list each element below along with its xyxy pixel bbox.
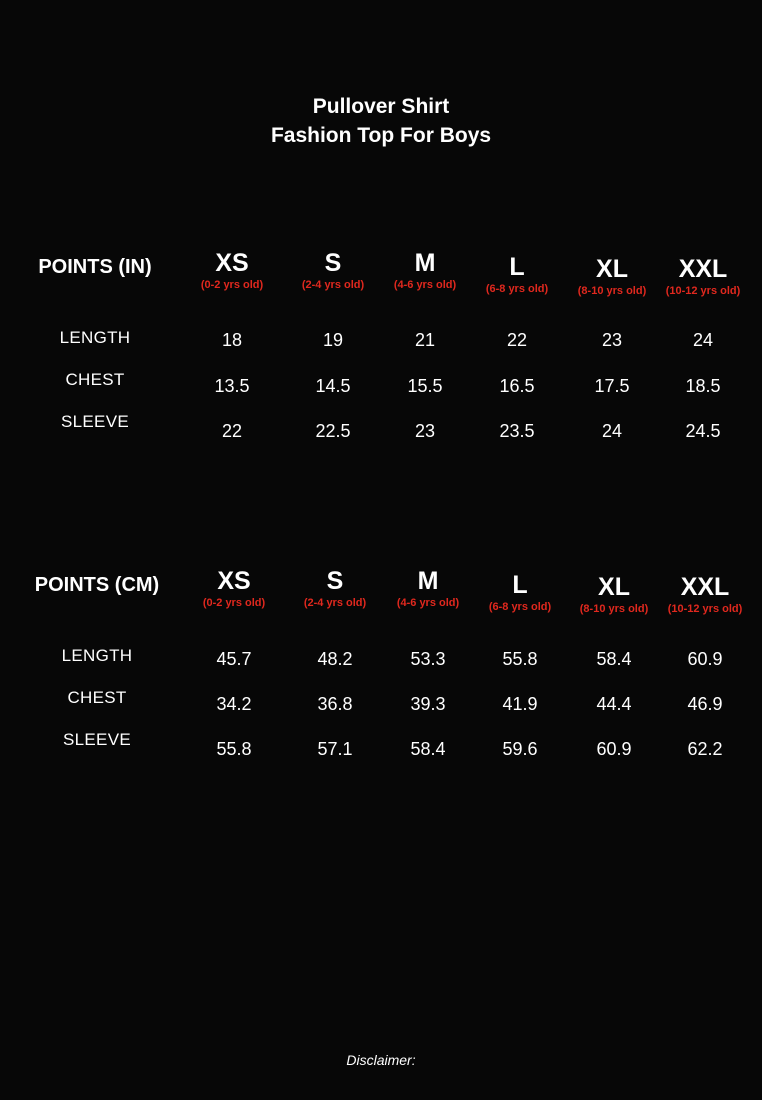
size-name: L (512, 571, 528, 599)
size-age-range: (0-2 yrs old) (200, 279, 264, 291)
measurement-cell: 36.8 (317, 694, 353, 714)
size-name: XXL (680, 573, 730, 601)
size-header-xs (201, 248, 263, 292)
size-age-range: (4-6 yrs old) (396, 597, 460, 609)
measurement-cell: 34.2 (216, 694, 252, 714)
measurement-cell: 14.5 (315, 376, 351, 396)
measurement-cell: 18 (221, 330, 243, 350)
size-age-range: (4-6 yrs old) (393, 279, 457, 291)
size-age-range: (0-2 yrs old) (202, 597, 266, 609)
size-name: M (414, 249, 436, 277)
size-name: XL (596, 255, 628, 283)
row-label-sleeve: SLEEVE (61, 412, 129, 431)
measurement-cell: 53.3 (410, 649, 446, 669)
measurement-cell: 22 (506, 330, 528, 350)
size-header-xl (580, 572, 648, 616)
size-age-range: (2-4 yrs old) (301, 279, 365, 291)
title-line-1: Pullover Shirt (312, 95, 450, 118)
measurement-cell: 45.7 (216, 649, 252, 669)
size-header-s (304, 566, 366, 610)
measurement-cell: 23 (414, 421, 436, 441)
size-header-xs (203, 566, 265, 610)
measurement-cell: 13.5 (214, 376, 250, 396)
measurement-cell: 22.5 (315, 421, 351, 441)
size-age-range: (8-10 yrs old) (577, 285, 647, 297)
size-age-range: (6-8 yrs old) (488, 601, 552, 613)
measurement-cell: 21 (414, 330, 436, 350)
measurement-cell: 15.5 (407, 376, 443, 396)
measurement-cell: 18.5 (685, 376, 721, 396)
measurement-cell: 55.8 (502, 649, 538, 669)
measurement-cell: 48.2 (317, 649, 353, 669)
measurement-cell: 62.2 (687, 739, 723, 759)
size-name: L (509, 253, 525, 281)
size-age-range: (6-8 yrs old) (485, 283, 549, 295)
size-header-l (486, 252, 548, 296)
measurement-cell: 60.9 (687, 649, 723, 669)
measurement-cell: 44.4 (596, 694, 632, 714)
title-line-2: Fashion Top For Boys (270, 124, 492, 147)
measurement-cell: 22 (221, 421, 243, 441)
measurement-cell: 19 (322, 330, 344, 350)
size-table-centimeters (0, 566, 762, 766)
size-header-m (394, 248, 456, 292)
measurement-cell: 57.1 (317, 739, 353, 759)
measurement-cell: 58.4 (596, 649, 632, 669)
measurement-cell: 16.5 (499, 376, 535, 396)
page-title (0, 92, 762, 150)
size-header-s (302, 248, 364, 292)
size-header-xxl (666, 254, 741, 298)
measurement-cell: 46.9 (687, 694, 723, 714)
points-label: POINTS (CM) (34, 574, 160, 596)
measurement-cell: 24 (601, 421, 623, 441)
points-label: POINTS (IN) (38, 256, 152, 278)
size-name: XS (215, 249, 249, 277)
size-header-m (397, 566, 459, 610)
measurement-cell: 60.9 (596, 739, 632, 759)
measurement-cell: 17.5 (594, 376, 630, 396)
size-header-l (489, 570, 551, 614)
row-label-sleeve: SLEEVE (63, 730, 131, 749)
measurement-cell: 41.9 (502, 694, 538, 714)
measurement-cell: 55.8 (216, 739, 252, 759)
disclaimer-text: Disclaimer: (346, 1052, 416, 1068)
size-header-xxl (668, 572, 743, 616)
row-label-chest: CHEST (67, 688, 127, 707)
size-age-range: (2-4 yrs old) (303, 597, 367, 609)
measurement-cell: 24 (692, 330, 714, 350)
size-name: S (324, 249, 342, 277)
measurement-cell: 59.6 (502, 739, 538, 759)
size-name: XS (217, 567, 251, 595)
row-label-length: LENGTH (61, 646, 133, 665)
row-label-chest: CHEST (65, 370, 125, 389)
row-label-length: LENGTH (59, 328, 131, 347)
size-age-range: (10-12 yrs old) (667, 603, 743, 615)
size-name: M (417, 567, 439, 595)
size-header-xl (578, 254, 646, 298)
size-name: XXL (678, 255, 728, 283)
size-name: XL (598, 573, 630, 601)
size-name: S (326, 567, 344, 595)
measurement-cell: 58.4 (410, 739, 446, 759)
measurement-cell: 24.5 (685, 421, 721, 441)
size-age-range: (10-12 yrs old) (665, 285, 741, 297)
size-table-inches (0, 248, 762, 448)
measurement-cell: 23.5 (499, 421, 535, 441)
size-age-range: (8-10 yrs old) (579, 603, 649, 615)
measurement-cell: 23 (601, 330, 623, 350)
measurement-cell: 39.3 (410, 694, 446, 714)
